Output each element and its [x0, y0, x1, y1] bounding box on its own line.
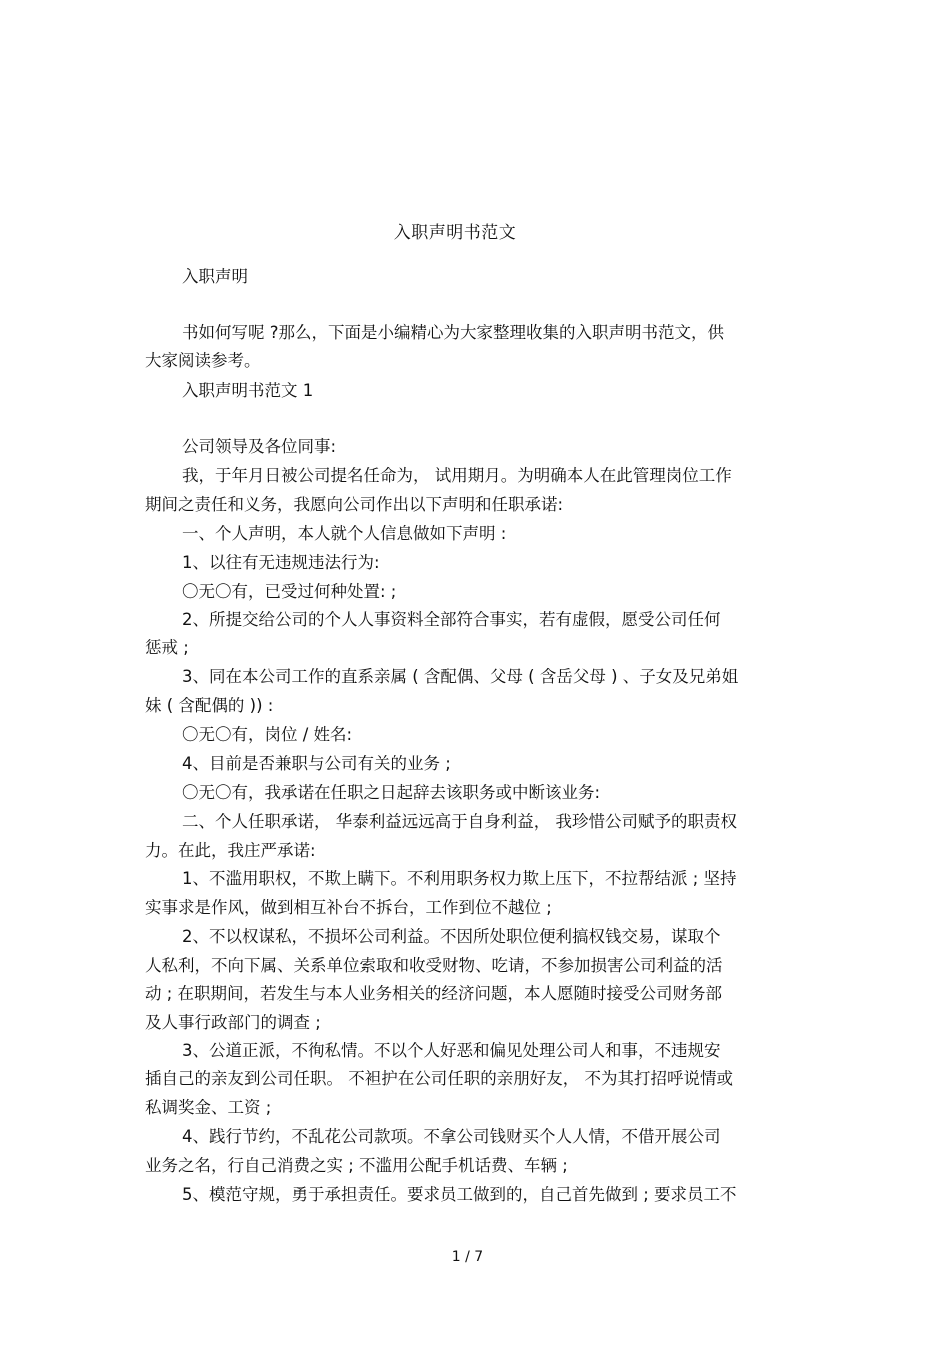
paragraph-line: 一、个人声明，本人就个人信息做如下声明 : — [182, 524, 507, 543]
paragraph-line: 3、同在本公司工作的直系亲属 ( 含配偶、父母 ( 含岳父母 ) 、子女及兄弟姐 — [182, 667, 739, 686]
paragraph-line: 动 ; 在职期间，若发生与本人业务相关的经济问题，本人愿随时接受公司财务部 — [145, 984, 723, 1003]
paragraph-line: 3、公道正派，不徇私情。不以个人好恶和偏见处理公司人和事，不违规安 — [182, 1041, 721, 1060]
paragraph-line: 〇无〇有，已受过何种处置: ; — [182, 582, 397, 601]
section-heading: 入职声明书范文 1 — [182, 381, 314, 400]
paragraph-line: 二、个人任职承诺， 华泰利益远远高于自身利益， 我珍惜公司赋予的职责权 — [182, 812, 737, 831]
paragraph-line: 业务之名，行自己消费之实 ; 不滥用公配手机话费、车辆 ; — [145, 1156, 568, 1175]
paragraph-line: 5、模范守规，勇于承担责任。要求员工做到的，自己首先做到 ; 要求员工不 — [182, 1185, 737, 1204]
paragraph-line: 1、不滥用职权，不欺上瞒下。不利用职务权力欺上压下，不拉帮结派 ; 坚持 — [182, 869, 737, 888]
paragraph-line: 期间之责任和义务，我愿向公司作出以下声明和任职承诺: — [145, 495, 564, 514]
page-number: 1 / 7 — [451, 1249, 484, 1265]
paragraph-line: 私调奖金、工资 ; — [145, 1098, 272, 1117]
paragraph-line: 1、以往有无违规违法行为: — [182, 553, 380, 572]
paragraph-line: 惩戒 ; — [145, 638, 189, 657]
salutation: 公司领导及各位同事: — [182, 437, 337, 456]
paragraph-line: 实事求是作风，做到相互补台不拆台，工作到位不越位 ; — [145, 898, 552, 917]
paragraph-line: 力。在此，我庄严承诺: — [145, 841, 316, 860]
paragraph-line: 4、践行节约，不乱花公司款项。不拿公司钱财买个人人情，不借开展公司 — [182, 1127, 721, 1146]
paragraph-line: 及人事行政部门的调查 ; — [145, 1013, 321, 1032]
paragraph-line: 〇无〇有，岗位 / 姓名: — [182, 725, 353, 744]
paragraph-line: 4、目前是否兼职与公司有关的业务 ; — [182, 754, 451, 773]
paragraph-line: 我，于年月日被公司提名任命为， 试用期月。为明确本人在此管理岗位工作 — [182, 466, 732, 485]
paragraph-line: 妹 ( 含配偶的 )) : — [145, 696, 274, 715]
paragraph-line: 〇无〇有，我承诺在任职之日起辞去该职务或中断该业务: — [182, 783, 601, 802]
section-heading: 入职声明 — [182, 267, 248, 286]
paragraph-line: 人私利，不向下属、关系单位索取和收受财物、吃请，不参加损害公司利益的活 — [145, 956, 723, 975]
paragraph-line: 插自己的亲友到公司任职。 不袒护在公司任职的亲朋好友， 不为其打招呼说情或 — [145, 1069, 733, 1088]
document-title: 入职声明书范文 — [393, 223, 517, 243]
paragraph-line: 2、不以权谋私，不损坏公司利益。不因所处职位便利搞权钱交易，谋取个 — [182, 927, 721, 946]
paragraph-line: 书如何写呢 ?那么，下面是小编精心为大家整理收集的入职声明书范文，供 — [182, 323, 725, 342]
paragraph-line: 2、所提交给公司的个人人事资料全部符合事实，若有虚假，愿受公司任何 — [182, 610, 721, 629]
paragraph-line: 大家阅读参考。 — [145, 351, 261, 370]
